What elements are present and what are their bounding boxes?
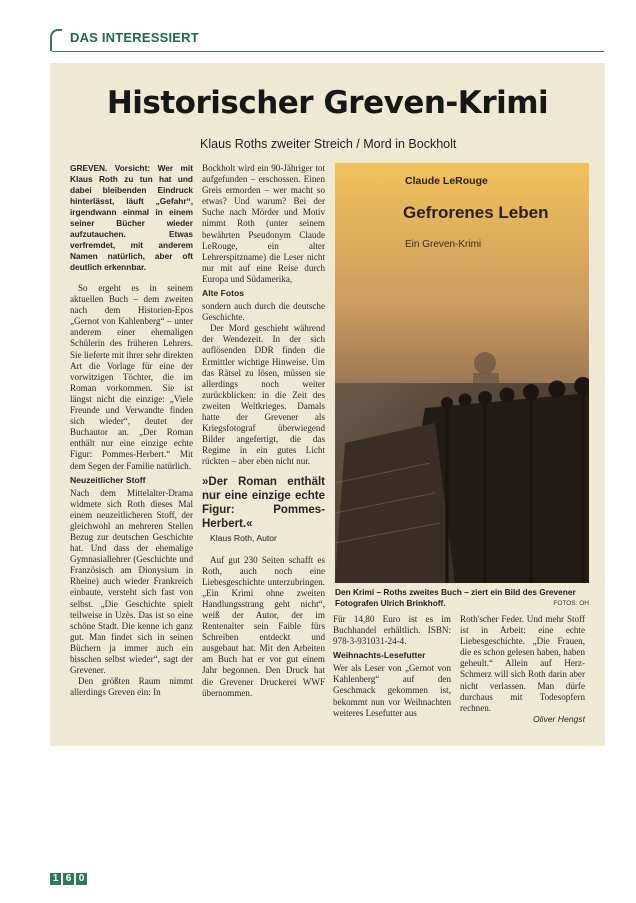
book-cover-photo bbox=[335, 163, 589, 583]
subheading: Weihnachts-Lesefutter bbox=[333, 650, 426, 661]
cover-title: Gefrorenes Leben bbox=[403, 203, 549, 222]
cover-author: Claude LeRouge bbox=[405, 175, 488, 187]
photo-scene-image bbox=[335, 163, 589, 583]
paragraph: Wer als Leser von „Gernot von Kahlenberg“ auf den Geschmack gekommen ist, bekommt nun vor Weihnachten weiteres Lesefutter aus bbox=[333, 663, 451, 718]
paragraph: sondern auch durch die deutsche Geschichte. bbox=[202, 301, 325, 323]
newspaper-clipping bbox=[50, 63, 605, 746]
article-headline: Historischer Greven-Krimi bbox=[106, 85, 549, 121]
author-signature: Oliver Hengst bbox=[532, 713, 585, 724]
header-rule bbox=[52, 51, 604, 52]
paragraph: Auf gut 230 Seiten schafft es Roth, auch noch eine Liebesgeschichte unterzubringen. „Ein Krimi ohne zweiten Handlungsstrang geht nicht“, weiß der Autor, der im Rentenalter sein Faible fürs Schreiben entdeckt und ausgebaut hat. Mit den Arbeiten am Buch hat er vor gut einem Jahr begonnen. Den Druck hat die Grevener Druckerei WWF übernommen. bbox=[202, 554, 325, 698]
pull-quote-author: Klaus Roth, Autor bbox=[210, 533, 277, 544]
photo-caption: Den Krimi – Roths zweites Buch – ziert ein Bild des Grevener Fotografen Ulrich Brinkhoff. bbox=[335, 587, 576, 608]
article-column-4 bbox=[460, 614, 585, 725]
paragraph: Roth'scher Feder. Und mehr Stoff ist in Arbeit: eine echte Liebesgeschichte. „Die Frauen, die es schon gelesen haben, haben geheult.“ Allein auf Herz-Schmerz will sich Roth darin aber nicht verlassen. Man dürfe durchaus mit Todesopfern rechnen. bbox=[460, 614, 585, 713]
article-column-2 bbox=[202, 163, 325, 699]
article-column-3 bbox=[333, 614, 451, 719]
paragraph: Den größten Raum nimmt allerdings Greven ein: In bbox=[70, 676, 193, 698]
subheading: Neuzeitlicher Stoff bbox=[70, 474, 146, 485]
paragraph: Für 14,80 Euro ist es im Buchhandel erhältlich. ISBN: 978-3-931031-24-4. bbox=[333, 614, 451, 647]
paragraph: Nach dem Mittelalter-Drama widmete sich Roth dieses Mal einem neuzeitlicheren Stoff, der gleichwohl an mehreren Stellen Bezug zur deutschen Geschichte hat. Und dass der ehemalige Gymnasiallehrer (Geschichte und Französisch am Dionysium in Rheine) auch wieder Frankreich einbaute, versteht sich fast von selbst. „Die Geschichte spielt teilweise in Uzès. Das ist so eine schöne Stadt. Die kenne ich ganz gut. Man findet sich in seinen Büchern ja immer auch ein bisschen selbst wieder“, sagt der Grevener. bbox=[70, 487, 193, 676]
paragraph: So ergeht es in seinem aktuellen Buch – dem zweiten nach dem Historien-Epos „Gernot von Kahlenberg“ – unter anderem einer ehemaligen Schülerin des früheren Lehrers. Sie lieferte mit ihrer sehr direkten Art die Vorlage für eine der vorwitzigen Töchter, die im Roman vorkommen. Sie ist längst nicht die einzige: „Viele Freunde und Verwandte finden sich wieder“, deutet der Buchautor an. „Der Roman enthält nur eine einzige echte Figur: Pommes-Herbert.“ Mit dem Segen der Familie natürlich. bbox=[70, 283, 193, 471]
photo-credit: FOTOS: OH bbox=[553, 600, 589, 607]
article-lead: GREVEN. Vorsicht: Wer mit Klaus Roth zu tun hat und dabei bleibenden Eindruck hinterlässt, läuft „Gefahr“, irgendwann einmal in einem seiner Bücher wieder aufzutauchen. Etwas verfremdet, mit anderem Namen natürlich, aber oft deutlich erkennbar. bbox=[70, 163, 193, 272]
page-number bbox=[50, 873, 87, 885]
paragraph: Der Mord geschieht während der Wendezeit. In der sich auflösenden DDR finden die Ermittler wichtige Hinweise. Um das Rätsel zu lösen, müssen sie allerdings noch weiter zurückblicken: in die Zeit des zweiten Weltkrieges. Damals hatte der Grevener als Kriegsfotograf überwiegend Bilder angefertigt, die das Regime in ein gutes Licht rückten – aber eben nicht nur. bbox=[202, 323, 325, 467]
article-column-1 bbox=[70, 163, 193, 698]
cover-subtitle: Ein Greven-Krimi bbox=[405, 239, 482, 250]
paragraph: Bockholt wird ein 90-Jähriger tot aufgefunden – erschossen. Einen Greis ermorden – wer macht so etwas? Und warum? Bei der Suche nach Mörder und Motiv nimmt Roth (unter seinem bewährten Pseudonym Claude LeRouge, ein alter Lehrerspitzname) die Leser nicht nur mit auf eine Reise durch Europa und Südamerika, bbox=[202, 163, 325, 284]
page-number-digit: 1 bbox=[50, 873, 61, 885]
subheading: Alte Fotos bbox=[202, 288, 245, 299]
pull-quote: »Der Roman enthält nur eine einzige echte Figur: Pommes-Herbert.« bbox=[202, 476, 325, 531]
page-number-digit: 6 bbox=[63, 873, 74, 885]
header-tab-decoration bbox=[50, 29, 62, 51]
article-subheadline: Klaus Roths zweiter Streich / Mord in Bockholt bbox=[200, 137, 457, 151]
page-number-digit: 0 bbox=[76, 873, 87, 885]
section-title: DAS INTERESSIERT bbox=[70, 30, 199, 45]
